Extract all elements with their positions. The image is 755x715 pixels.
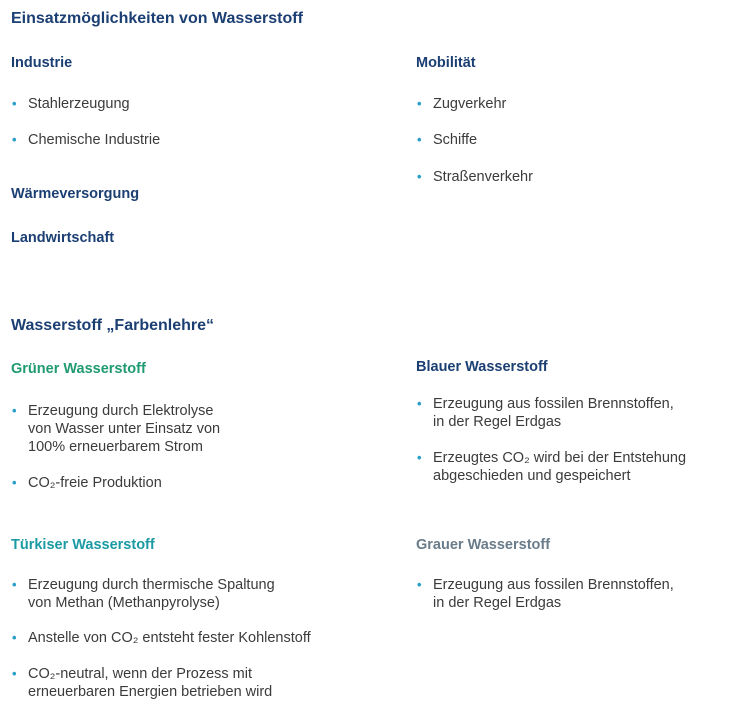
bullet-icon: • [12, 577, 17, 592]
bullet-icon: • [417, 96, 422, 111]
bullet-icon: • [417, 132, 422, 147]
list-item: • Stahlerzeugung [12, 96, 130, 112]
heading-blauer-wasserstoff: Blauer Wasserstoff [416, 359, 548, 375]
list-blauer-wasserstoff [416, 395, 686, 485]
list-item: • CO₂-freie Produktion [12, 475, 162, 491]
list-gruener-wasserstoff [11, 402, 220, 492]
section-title-einsatz: Einsatzmöglichkeiten von Wasserstoff [11, 10, 303, 27]
bullet-icon: • [12, 666, 17, 681]
list-item: • Erzeugung durch Elektrolyse von Wasser unter Einsatz von 100% erneuerbarem Strom [12, 403, 221, 455]
list-item: • Zugverkehr [417, 96, 507, 112]
bullet-icon: • [12, 132, 17, 147]
bullet-icon: • [417, 169, 422, 184]
list-item: • Erzeugung aus fossilen Brennstoffen, in der Regel Erdgas [417, 577, 674, 611]
list-item: • Chemische Industrie [12, 132, 161, 148]
section-title-farbenlehre: Wasserstoff „Farbenlehre“ [11, 317, 215, 334]
list-item: • Straßenverkehr [417, 169, 533, 185]
list-item: • Erzeugung durch thermische Spaltung von Methan (Methanpyrolyse) [12, 577, 275, 611]
heading-industrie: Industrie [11, 55, 73, 71]
list-grauer-wasserstoff [416, 576, 674, 612]
heading-tuerkiser-wasserstoff: Türkiser Wasserstoff [11, 537, 155, 553]
list-item: • CO₂-neutral, wenn der Prozess mit erneuerbaren Energien betrieben wird [12, 666, 273, 700]
bullet-icon: • [12, 630, 17, 645]
list-tuerkiser-wasserstoff [11, 576, 311, 701]
list-item: • Erzeugung aus fossilen Brennstoffen, in der Regel Erdgas [417, 396, 674, 430]
list-item: • Schiffe [417, 132, 478, 148]
list-industrie [11, 95, 160, 149]
list-mobilitaet [416, 95, 533, 186]
bullet-icon: • [417, 577, 422, 592]
bullet-icon: • [12, 403, 17, 418]
bullet-icon: • [12, 96, 17, 111]
list-item: • Erzeugtes CO₂ wird bei der Entstehung abgeschieden und gespeichert [417, 450, 687, 484]
heading-landwirtschaft: Landwirtschaft [11, 230, 115, 246]
heading-grauer-wasserstoff: Grauer Wasserstoff [416, 537, 551, 553]
bullet-icon: • [417, 450, 422, 465]
heading-mobilitaet: Mobilität [416, 55, 476, 71]
bullet-icon: • [417, 396, 422, 411]
list-item: • Anstelle von CO₂ entsteht fester Kohlenstoff [12, 630, 311, 646]
heading-waermeversorgung: Wärmeversorgung [11, 186, 140, 202]
heading-gruener-wasserstoff: Grüner Wasserstoff [11, 361, 146, 377]
bullet-icon: • [12, 475, 17, 490]
